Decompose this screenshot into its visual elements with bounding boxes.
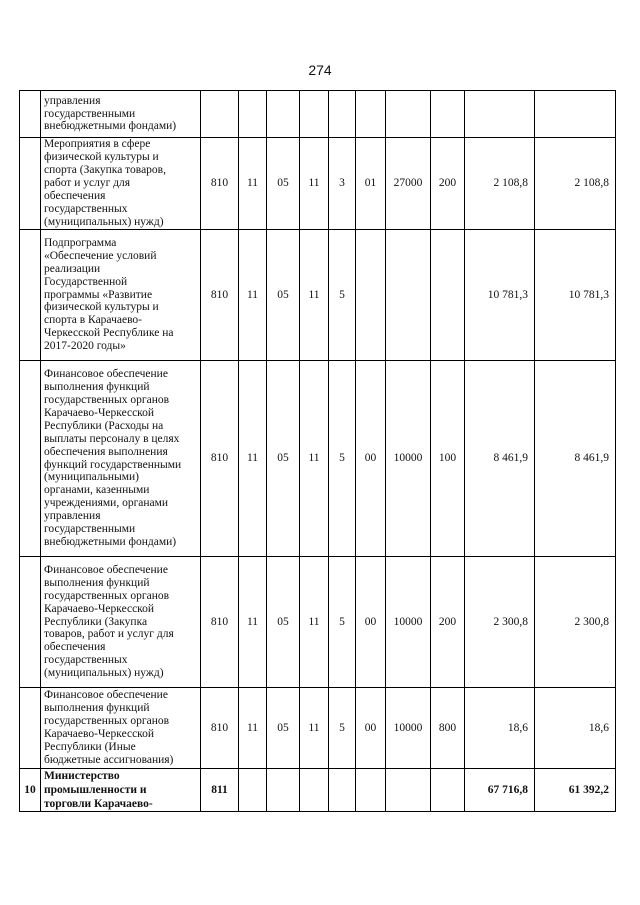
direction-code-cell: 10000: [386, 361, 431, 557]
table-row: [20, 361, 616, 557]
table-row: [20, 688, 616, 769]
direction-code-cell: 10000: [386, 557, 431, 688]
item-name-line: внебюджетными фондами): [44, 120, 177, 133]
item-name-line: реализации: [44, 262, 101, 275]
item-name-line: Государственной: [44, 275, 128, 288]
item-name-line: физической культуры и: [44, 151, 159, 164]
row-number-cell: [20, 230, 41, 361]
table-row: [20, 557, 616, 688]
expense-type-code-cell: [431, 769, 465, 812]
amount-year-1-cell: 67 716,8: [465, 769, 535, 812]
item-name-line: Республики (Расходы на: [44, 419, 164, 432]
item-name-line: внебюджетными фондами): [44, 535, 177, 548]
amount-year-2-cell: 61 392,2: [535, 769, 616, 812]
table-row: [20, 138, 616, 230]
item-name-line: государственными: [44, 523, 136, 536]
section-code-cell: 11: [239, 138, 267, 230]
item-name-cell: [41, 557, 201, 688]
item-name-line: управления: [44, 94, 101, 107]
subprogram-code-cell: 3: [329, 138, 356, 230]
main-event-code-cell: 01: [356, 138, 386, 230]
subprogram-code-cell: 5: [329, 361, 356, 557]
section-code-cell: 11: [239, 361, 267, 557]
section-code-cell: [239, 769, 267, 812]
item-name-cell: [41, 688, 201, 769]
main-event-code-cell: 00: [356, 688, 386, 769]
item-name-line: Республики (Закупка: [44, 615, 148, 628]
main-event-code-cell: [356, 769, 386, 812]
subsection-code-cell: 05: [267, 138, 300, 230]
item-name-cell: [41, 138, 201, 230]
program-code-cell: 11: [300, 361, 329, 557]
item-name-line: (муниципальными): [44, 471, 139, 484]
amount-year-1-cell: 10 781,3: [465, 230, 535, 361]
item-name-cell: [41, 361, 201, 557]
direction-code-cell: 27000: [386, 138, 431, 230]
row-number-cell: [20, 361, 41, 557]
item-name-line: государственных: [44, 654, 128, 667]
expense-type-code-cell: 100: [431, 361, 465, 557]
item-name-line: (муниципальных) нужд): [44, 667, 164, 680]
item-name-line: Подпрограмма: [44, 236, 117, 249]
ministry-code-cell: [201, 91, 239, 138]
program-code-cell: 11: [300, 138, 329, 230]
section-code-cell: [239, 91, 267, 138]
expense-type-code-cell: 800: [431, 688, 465, 769]
expense-type-code-cell: 200: [431, 557, 465, 688]
main-event-code-cell: 00: [356, 557, 386, 688]
item-name-line: управления: [44, 510, 101, 523]
amount-year-1-cell: 18,6: [465, 688, 535, 769]
amount-year-2-cell: [535, 91, 616, 138]
direction-code-cell: 10000: [386, 688, 431, 769]
item-name-cell: [41, 769, 201, 812]
budget-table: [19, 90, 616, 812]
item-name-line: Финансовое обеспечение: [44, 368, 168, 381]
subprogram-code-cell: [329, 769, 356, 812]
item-name-line: Карачаево-Черкесской: [44, 728, 155, 740]
item-name-line: выполнения функций: [44, 381, 150, 394]
item-name-line: обеспечения: [44, 641, 106, 654]
ministry-code-cell: 811: [201, 769, 239, 812]
item-name-line: программы «Развитие: [44, 288, 153, 301]
subsection-code-cell: [267, 769, 300, 812]
item-name-line: государственных органов: [44, 393, 170, 406]
page-number: 274: [308, 62, 332, 78]
item-name-line: Мероприятия в сфере: [44, 138, 151, 151]
ministry-code-cell: 810: [201, 361, 239, 557]
expense-type-code-cell: [431, 230, 465, 361]
section-code-cell: 11: [239, 230, 267, 361]
item-name-line: физической культуры и: [44, 301, 159, 314]
item-name-line: выполнения функций: [44, 702, 150, 715]
item-name-line: Черкесской Республике на: [44, 327, 174, 340]
subsection-code-cell: 05: [267, 230, 300, 361]
item-name-line: товаров, работ и услуг для: [44, 628, 174, 641]
program-code-cell: 11: [300, 688, 329, 769]
item-name-line: государственных: [44, 202, 128, 215]
amount-year-1-cell: [465, 91, 535, 138]
row-number-cell: [20, 138, 41, 230]
subprogram-code-cell: 5: [329, 557, 356, 688]
item-name-cell: [41, 230, 201, 361]
item-name-line: выплаты персоналу в целях: [44, 432, 180, 445]
amount-year-2-cell: 10 781,3: [535, 230, 616, 361]
item-name-line: государственных органов: [44, 589, 170, 602]
table-row: [20, 230, 616, 361]
item-name-line: «Обеспечение условий: [44, 249, 157, 262]
main-event-code-cell: [356, 91, 386, 138]
section-code-cell: 11: [239, 557, 267, 688]
item-name-line: Карачаево-Черкесской: [44, 602, 155, 615]
amount-year-2-cell: 2 300,8: [535, 557, 616, 688]
item-name-line: спорта в Карачаево-: [44, 314, 142, 327]
subsection-code-cell: 05: [267, 361, 300, 557]
expense-type-code-cell: 200: [431, 138, 465, 230]
item-name-line: государственных органов: [44, 715, 170, 728]
item-name-line: бюджетные ассигнования): [44, 753, 174, 766]
item-name-line: функций государственными: [44, 458, 182, 471]
item-name-line: работ и услуг для: [44, 177, 131, 190]
expense-type-code-cell: [431, 91, 465, 138]
program-code-cell: 11: [300, 557, 329, 688]
program-code-cell: [300, 91, 329, 138]
ministry-code-cell: 810: [201, 557, 239, 688]
item-name-line: Республики (Иные: [44, 740, 136, 753]
section-code-cell: 11: [239, 688, 267, 769]
item-name-line: учреждениями, органами: [44, 497, 169, 510]
direction-code-cell: [386, 230, 431, 361]
item-name-line: 2017-2020 годы»: [44, 340, 126, 353]
item-name-line: торговли Карачаево-: [44, 798, 153, 810]
row-number-cell: [20, 91, 41, 138]
item-name-line: спорта (Закупка товаров,: [44, 164, 166, 177]
row-number-cell: [20, 688, 41, 769]
amount-year-1-cell: 2 108,8: [465, 138, 535, 230]
table-row: [20, 769, 616, 812]
item-name-line: обеспечения: [44, 189, 106, 202]
row-number-cell: [20, 557, 41, 688]
ministry-code-cell: 810: [201, 230, 239, 361]
subsection-code-cell: 05: [267, 557, 300, 688]
item-name-line: (муниципальных) нужд): [44, 215, 164, 228]
subsection-code-cell: [267, 91, 300, 138]
item-name-line: органами, казенными: [44, 484, 150, 497]
item-name-line: государственными: [44, 107, 136, 120]
main-event-code-cell: 00: [356, 361, 386, 557]
subsection-code-cell: 05: [267, 688, 300, 769]
amount-year-2-cell: 2 108,8: [535, 138, 616, 230]
amount-year-1-cell: 2 300,8: [465, 557, 535, 688]
item-name-line: промышленности и: [44, 784, 147, 796]
subprogram-code-cell: 5: [329, 688, 356, 769]
item-name-line: Министерство: [44, 770, 120, 782]
amount-year-2-cell: 18,6: [535, 688, 616, 769]
subprogram-code-cell: [329, 91, 356, 138]
row-number-cell: 10: [20, 769, 41, 812]
item-name-line: Карачаево-Черкесской: [44, 406, 155, 419]
amount-year-1-cell: 8 461,9: [465, 361, 535, 557]
direction-code-cell: [386, 769, 431, 812]
item-name-line: обеспечения выполнения: [44, 445, 168, 458]
item-name-cell: [41, 91, 201, 138]
main-event-code-cell: [356, 230, 386, 361]
table-row: [20, 91, 616, 138]
program-code-cell: [300, 769, 329, 812]
ministry-code-cell: 810: [201, 688, 239, 769]
program-code-cell: 11: [300, 230, 329, 361]
direction-code-cell: [386, 91, 431, 138]
item-name-line: Финансовое обеспечение: [44, 689, 168, 702]
subprogram-code-cell: 5: [329, 230, 356, 361]
ministry-code-cell: 810: [201, 138, 239, 230]
item-name-line: выполнения функций: [44, 576, 150, 589]
amount-year-2-cell: 8 461,9: [535, 361, 616, 557]
item-name-line: Финансовое обеспечение: [44, 563, 168, 576]
